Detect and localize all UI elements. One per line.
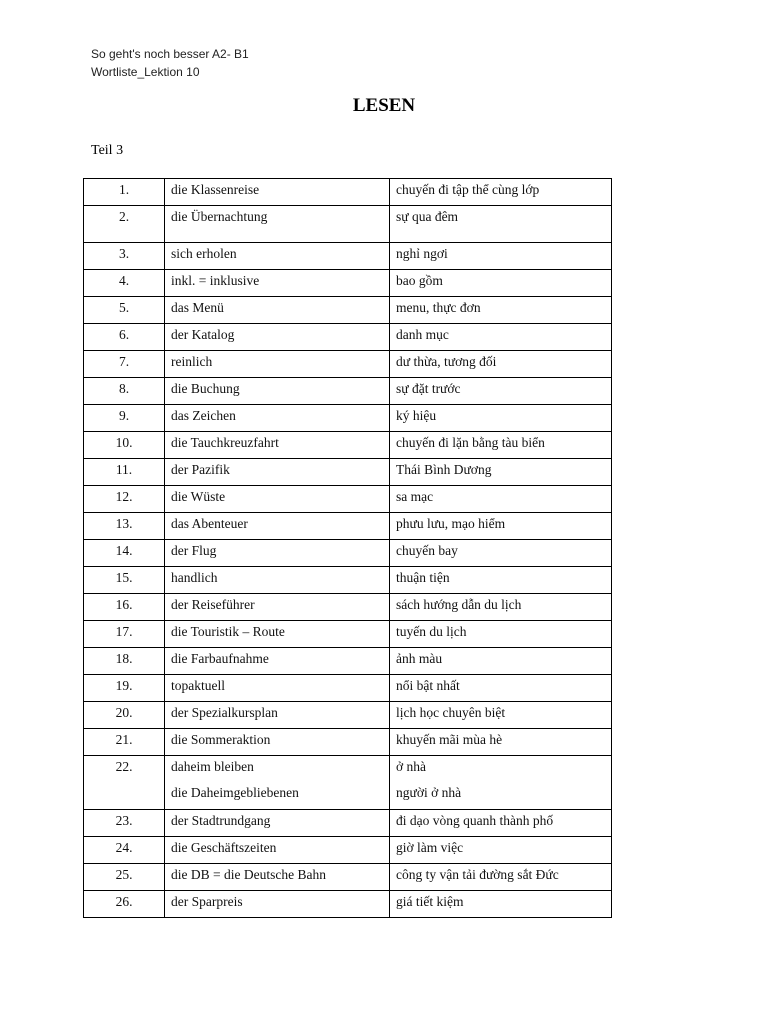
row-number: 8. xyxy=(84,378,165,405)
german-term: handlich xyxy=(171,570,218,585)
german-term-cell xyxy=(165,864,390,891)
german-term-cell xyxy=(165,324,390,351)
table-row xyxy=(84,810,612,837)
german-term: die DB = die Deutsche Bahn xyxy=(171,867,326,882)
german-term-cell xyxy=(165,513,390,540)
german-term-cell xyxy=(165,837,390,864)
vietnamese-translation-cell xyxy=(390,675,612,702)
row-number: 5. xyxy=(84,297,165,324)
vietnamese-translation-cell xyxy=(390,567,612,594)
vietnamese-translation-cell xyxy=(390,594,612,621)
vietnamese-translation: sa mạc xyxy=(396,489,434,504)
vietnamese-translation: tuyến du lịch xyxy=(396,624,467,639)
german-term-cell xyxy=(165,621,390,648)
table-row xyxy=(84,513,612,540)
row-number: 15. xyxy=(84,567,165,594)
german-term-cell xyxy=(165,702,390,729)
vocabulary-table-body xyxy=(84,179,612,918)
german-term: die Buchung xyxy=(171,381,240,396)
german-term: der Spezialkursplan xyxy=(171,705,278,720)
vietnamese-translation: ảnh màu xyxy=(396,651,443,666)
table-row xyxy=(84,206,612,243)
vietnamese-translation-cell xyxy=(390,243,612,270)
vocabulary-table xyxy=(83,178,612,918)
table-row xyxy=(84,432,612,459)
german-term-cell xyxy=(165,891,390,918)
german-term: der Stadtrundgang xyxy=(171,813,271,828)
document-subtitle: So geht's noch besser A2- B1 xyxy=(91,47,249,61)
row-number: 13. xyxy=(84,513,165,540)
german-term: der Flug xyxy=(171,543,217,558)
row-number: 20. xyxy=(84,702,165,729)
german-term-cell xyxy=(165,486,390,513)
table-row xyxy=(84,567,612,594)
german-term-cell xyxy=(165,206,390,243)
table-row xyxy=(84,351,612,378)
german-term: das Zeichen xyxy=(171,408,236,423)
row-number: 1. xyxy=(84,179,165,206)
german-term: die Klassenreise xyxy=(171,182,260,197)
vietnamese-translation-cell xyxy=(390,459,612,486)
german-term: sich erholen xyxy=(171,246,237,261)
vietnamese-translation-cell xyxy=(390,513,612,540)
german-term-cell xyxy=(165,756,390,810)
german-term-cell xyxy=(165,270,390,297)
german-term-cell xyxy=(165,810,390,837)
vietnamese-translation: thuận tiện xyxy=(396,570,450,585)
german-term: die Geschäftszeiten xyxy=(171,840,277,855)
vietnamese-translation-cell xyxy=(390,351,612,378)
table-row xyxy=(84,270,612,297)
vietnamese-translation: phưu lưu, mạo hiểm xyxy=(396,516,506,531)
vietnamese-translation: công ty vận tải đường sắt Đức xyxy=(396,867,559,882)
vietnamese-translation-cell xyxy=(390,432,612,459)
german-term: inkl. = inklusive xyxy=(171,273,260,288)
german-term: die Touristik – Route xyxy=(171,624,285,639)
german-term: daheim bleiben xyxy=(171,759,254,774)
vietnamese-translation-cell xyxy=(390,729,612,756)
vietnamese-translation-cell xyxy=(390,297,612,324)
row-number: 12. xyxy=(84,486,165,513)
german-term-cell xyxy=(165,297,390,324)
german-term: der Katalog xyxy=(171,327,235,342)
row-number: 26. xyxy=(84,891,165,918)
row-number: 7. xyxy=(84,351,165,378)
vietnamese-translation: ở nhà xyxy=(396,759,427,774)
table-row xyxy=(84,648,612,675)
vietnamese-translation: đi dạo vòng quanh thành phố xyxy=(396,813,554,828)
table-row xyxy=(84,756,612,810)
german-term-cell xyxy=(165,729,390,756)
table-row xyxy=(84,594,612,621)
german-term: die Farbaufnahme xyxy=(171,651,269,666)
row-number: 22. xyxy=(84,756,165,810)
vietnamese-translation: giờ làm việc xyxy=(396,840,464,855)
table-row xyxy=(84,621,612,648)
vietnamese-translation-cell xyxy=(390,864,612,891)
table-row xyxy=(84,702,612,729)
vietnamese-translation-cell xyxy=(390,405,612,432)
row-number: 6. xyxy=(84,324,165,351)
row-number: 25. xyxy=(84,864,165,891)
german-term-cell xyxy=(165,675,390,702)
vietnamese-translation-secondary: người ở nhà xyxy=(396,785,462,800)
german-term: der Reiseführer xyxy=(171,597,255,612)
german-term-cell xyxy=(165,378,390,405)
german-term-cell xyxy=(165,432,390,459)
table-row xyxy=(84,378,612,405)
vietnamese-translation: lịch học chuyên biệt xyxy=(396,705,506,720)
german-term-cell xyxy=(165,351,390,378)
vietnamese-translation: chuyến đi lặn bằng tàu biển xyxy=(396,435,545,450)
vietnamese-translation: Thái Bình Dương xyxy=(396,462,492,477)
row-number: 23. xyxy=(84,810,165,837)
vietnamese-translation-cell xyxy=(390,206,612,243)
table-row xyxy=(84,486,612,513)
german-term-cell xyxy=(165,243,390,270)
vietnamese-translation: bao gồm xyxy=(396,273,443,288)
table-row xyxy=(84,837,612,864)
vietnamese-translation: sự đặt trước xyxy=(396,381,461,396)
vietnamese-translation-cell xyxy=(390,702,612,729)
vietnamese-translation-cell xyxy=(390,179,612,206)
vietnamese-translation: nổi bật nhất xyxy=(396,678,460,693)
vietnamese-translation: danh mục xyxy=(396,327,449,342)
vietnamese-translation-cell xyxy=(390,378,612,405)
vietnamese-translation: khuyến mãi mùa hè xyxy=(396,732,503,747)
table-row xyxy=(84,540,612,567)
row-number: 4. xyxy=(84,270,165,297)
german-term-cell xyxy=(165,594,390,621)
vietnamese-translation-cell xyxy=(390,324,612,351)
table-row xyxy=(84,675,612,702)
vietnamese-translation: ký hiệu xyxy=(396,408,437,423)
table-row xyxy=(84,243,612,270)
table-row xyxy=(84,459,612,486)
german-term: die Sommeraktion xyxy=(171,732,271,747)
row-number: 9. xyxy=(84,405,165,432)
row-number: 10. xyxy=(84,432,165,459)
row-number: 16. xyxy=(84,594,165,621)
table-row xyxy=(84,729,612,756)
vietnamese-translation-cell xyxy=(390,756,612,810)
vietnamese-translation: menu, thực đơn xyxy=(396,300,481,315)
table-row xyxy=(84,891,612,918)
row-number: 11. xyxy=(84,459,165,486)
german-term: das Abenteuer xyxy=(171,516,248,531)
vietnamese-translation-cell xyxy=(390,648,612,675)
vietnamese-translation-cell xyxy=(390,891,612,918)
vietnamese-translation: sách hướng dẫn du lịch xyxy=(396,597,522,612)
row-number: 18. xyxy=(84,648,165,675)
german-term-cell xyxy=(165,540,390,567)
row-number: 24. xyxy=(84,837,165,864)
german-term-cell xyxy=(165,648,390,675)
vietnamese-translation: chuyến bay xyxy=(396,543,458,558)
row-number: 21. xyxy=(84,729,165,756)
table-row xyxy=(84,297,612,324)
table-row xyxy=(84,324,612,351)
german-term: reinlich xyxy=(171,354,213,369)
vietnamese-translation-cell xyxy=(390,270,612,297)
german-term-cell xyxy=(165,405,390,432)
german-term: der Sparpreis xyxy=(171,894,243,909)
vietnamese-translation: sự qua đêm xyxy=(396,209,459,224)
row-number: 19. xyxy=(84,675,165,702)
table-row xyxy=(84,179,612,206)
vietnamese-translation: chuyến đi tập thể cùng lớp xyxy=(396,182,540,197)
german-term-cell xyxy=(165,567,390,594)
german-term: die Übernachtung xyxy=(171,209,268,224)
document-lesson: Wortliste_Lektion 10 xyxy=(91,65,200,79)
table-row xyxy=(84,405,612,432)
german-term: der Pazifik xyxy=(171,462,230,477)
row-number: 3. xyxy=(84,243,165,270)
section-heading: Teil 3 xyxy=(91,143,124,158)
german-term: das Menü xyxy=(171,300,224,315)
vietnamese-translation-cell xyxy=(390,810,612,837)
page-title: LESEN xyxy=(352,95,416,116)
german-term: die Wüste xyxy=(171,489,226,504)
vietnamese-translation-cell xyxy=(390,540,612,567)
table-row xyxy=(84,864,612,891)
vietnamese-translation: nghỉ ngơi xyxy=(396,246,448,261)
vietnamese-translation: giá tiết kiệm xyxy=(396,894,464,909)
german-term-cell xyxy=(165,459,390,486)
german-term-cell xyxy=(165,179,390,206)
vietnamese-translation-cell xyxy=(390,621,612,648)
german-term: die Tauchkreuzfahrt xyxy=(171,435,279,450)
row-number: 17. xyxy=(84,621,165,648)
german-term: topaktuell xyxy=(171,678,225,693)
row-number: 2. xyxy=(84,206,165,243)
german-term-secondary: die Daheimgebliebenen xyxy=(171,785,299,800)
vietnamese-translation-cell xyxy=(390,486,612,513)
row-number: 14. xyxy=(84,540,165,567)
vietnamese-translation: dư thừa, tương đối xyxy=(396,354,497,369)
vietnamese-translation-cell xyxy=(390,837,612,864)
